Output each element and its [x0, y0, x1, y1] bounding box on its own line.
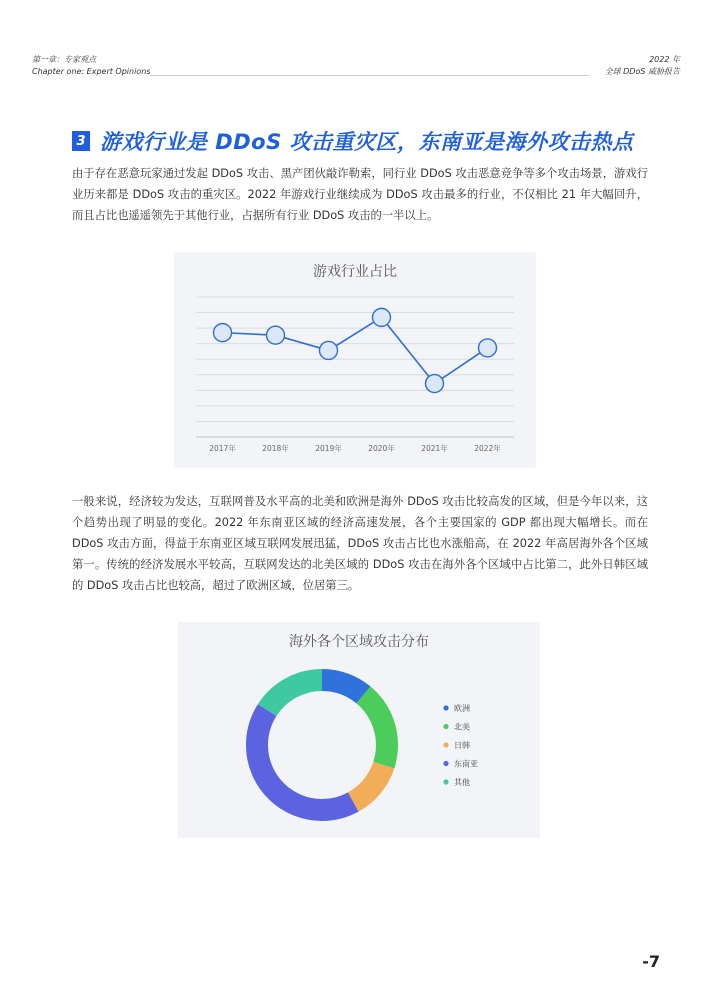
legend-label: 北美	[454, 722, 470, 732]
legend-label: 其他	[454, 778, 470, 787]
data-point	[320, 341, 338, 359]
data-point	[426, 375, 444, 393]
legend-label: 欧洲	[454, 704, 470, 713]
legend-label: 日韩	[454, 741, 470, 750]
series-line	[223, 317, 488, 383]
donut-chart	[178, 622, 540, 838]
report-year: 2022 年	[649, 55, 680, 64]
section-title: 游戏行业是 DDoS 攻击重灾区，东南亚是海外攻击热点	[100, 130, 634, 154]
legend-marker	[443, 761, 448, 766]
paragraph-game-industry: 由于存在恶意玩家通过发起 DDoS 攻击、黑产团伙敲诈勒索，同行业 DDoS 攻击恶意竞争等多个攻击场景，游戏行业历来都是 DDoS 攻击的重灾区。2022 年游戏行业继续成为 DDoS 攻击最多的行业，不仅相比 21 年大幅回升，而且占比也遥遥领先于其他行业，占据所有行业 DDoS 攻击的一半以上。	[72, 167, 648, 222]
section-number-badge: 3	[72, 131, 90, 151]
section-heading	[72, 126, 634, 156]
donut-chart-title: 海外各个区域攻击分布	[289, 634, 429, 650]
x-tick-label: 2021年	[421, 444, 448, 453]
x-tick-label: 2022年	[474, 444, 501, 453]
legend-marker	[443, 724, 448, 729]
x-tick-label: 2017年	[209, 444, 236, 453]
data-point	[267, 326, 285, 344]
report-name: 全球 DDoS 威胁报告	[604, 67, 680, 76]
x-tick-label: 2020年	[368, 444, 395, 453]
line-chart	[174, 252, 536, 468]
data-point	[373, 308, 391, 326]
x-tick-label: 2019年	[315, 444, 342, 453]
line-chart-panel	[174, 252, 536, 468]
header-right	[605, 54, 680, 78]
chapter-title-en: Chapter one: Expert Opinions	[32, 67, 151, 76]
chapter-title-cn: 第一章：专家观点	[32, 55, 96, 64]
x-tick-label: 2018年	[262, 444, 289, 453]
line-chart-title: 游戏行业占比	[313, 264, 397, 280]
paragraph-regions: 一般来说，经济较为发达，互联网普及水平高的北美和欧洲是海外 DDoS 攻击比较高发的区域，但是今年以来，这个趋势出现了明显的变化。2022 年东南亚区域的经济高速发展，各个主要国家的 GDP 都出现大幅增长。而在 DDoS 攻击方面，得益于东南亚区域互联网发展迅猛，DDoS 攻击占比也水涨船高，在 2022 年高居海外各个区域第一。传统的经济发展水平较高，互联网发达的北美区域的 DDoS 攻击在海外各个区域中占比第二，此外日韩区域的 DDoS 攻击占比也较高，超过了欧洲区域，位居第三。	[72, 495, 649, 592]
legend-marker	[443, 742, 448, 747]
legend-marker	[443, 705, 448, 710]
page-number: -7	[642, 952, 660, 971]
header-divider	[150, 75, 590, 76]
header-left	[32, 54, 150, 78]
legend-marker	[443, 779, 448, 784]
data-point	[214, 324, 232, 342]
donut-chart-panel	[178, 622, 540, 838]
legend-label: 东南亚	[454, 759, 478, 769]
data-point	[479, 339, 497, 357]
